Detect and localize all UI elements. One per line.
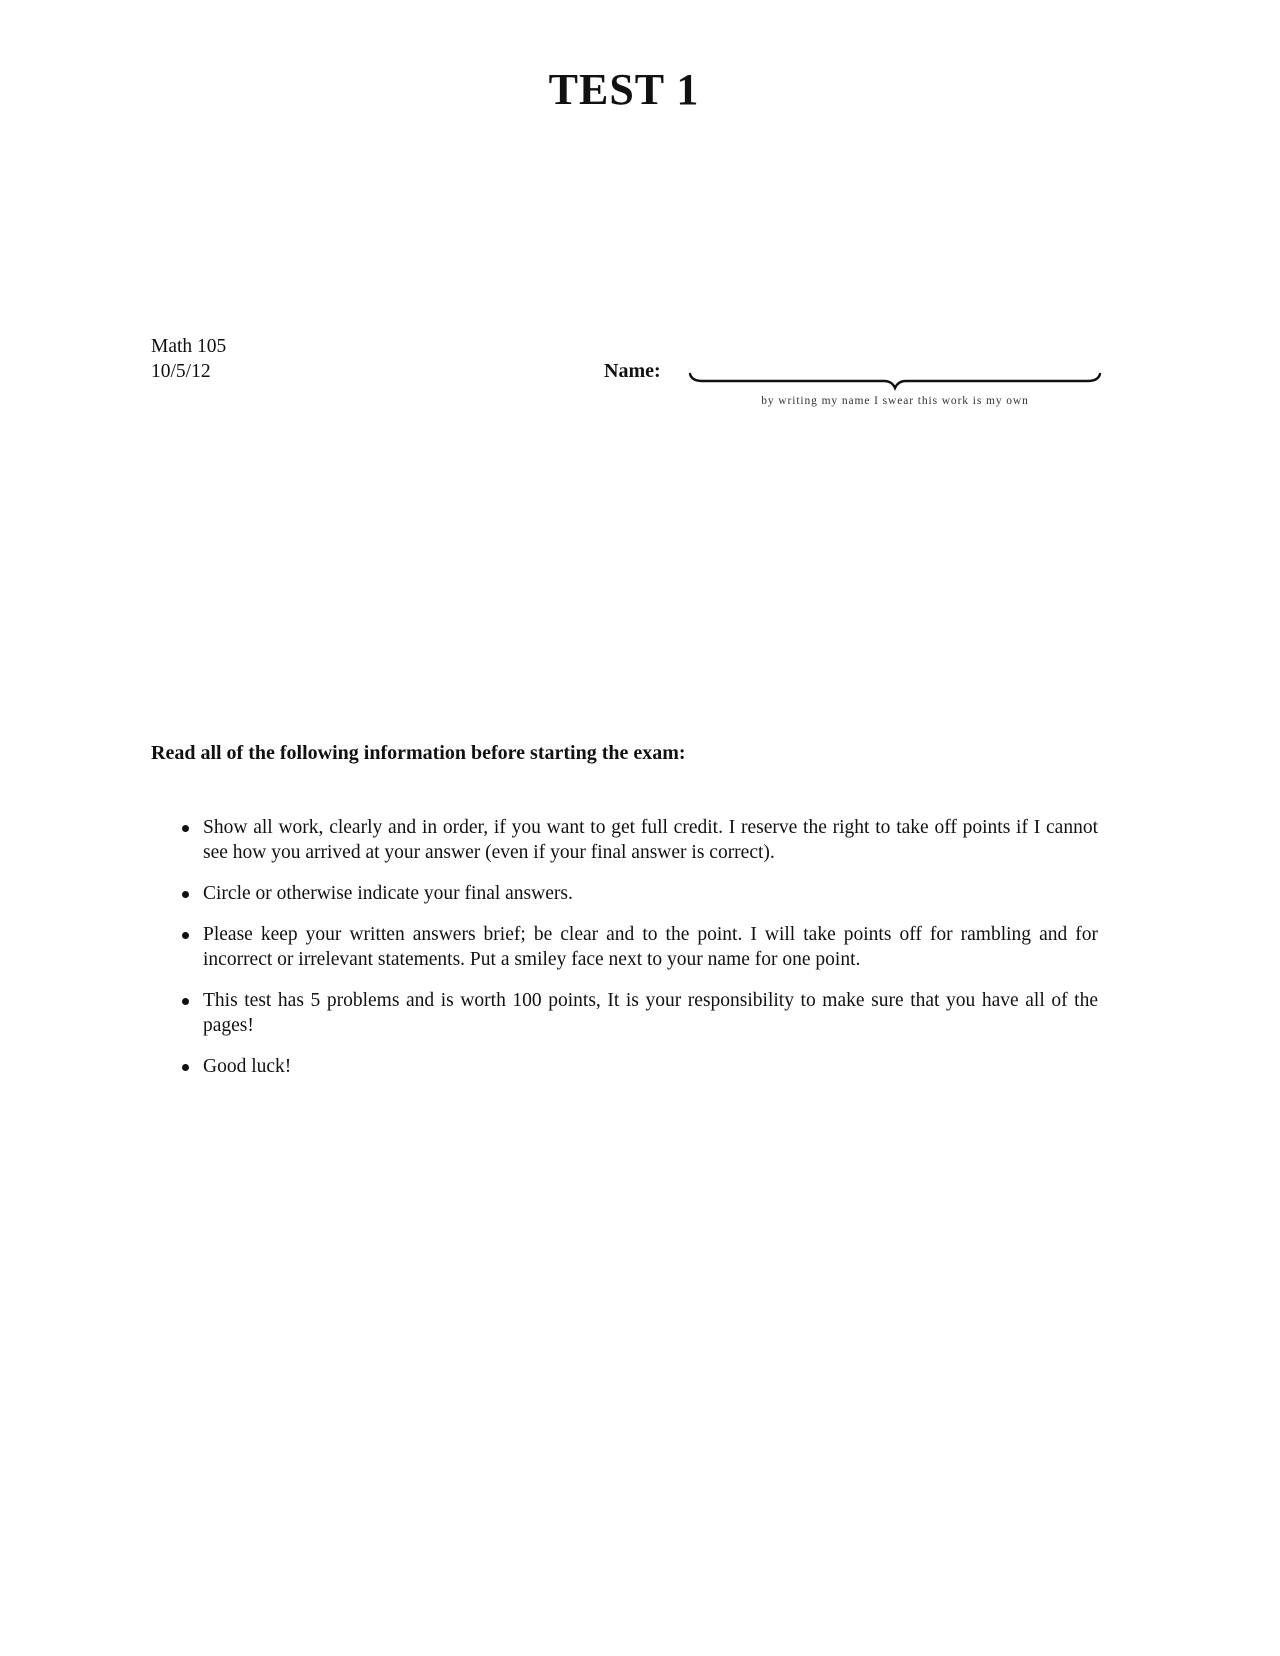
instruction-item xyxy=(151,922,1098,972)
bullet-icon xyxy=(182,1064,189,1071)
instructions-heading: Read all of the following information before starting the exam: xyxy=(151,742,686,764)
instruction-item xyxy=(151,815,1098,865)
instruction-item xyxy=(151,1054,1098,1079)
underbrace-name-line[interactable] xyxy=(688,372,1102,394)
instruction-item xyxy=(151,988,1098,1038)
course-name: Math 105 xyxy=(151,336,227,357)
name-label: Name: xyxy=(604,360,661,382)
bullet-icon xyxy=(182,932,189,939)
instruction-item xyxy=(151,881,1098,906)
instruction-text: Good luck! xyxy=(203,1056,292,1077)
instruction-text: Show all work, clearly and in order, if you want to get full credit. I reserve the right to take off points if I cannot see how you arrived at your answer (even if your final answer is correct). xyxy=(203,817,1098,863)
exam-date: 10/5/12 xyxy=(151,361,211,382)
instructions-list xyxy=(151,815,1098,1095)
name-oath-caption: by writing my name I swear this work is my own xyxy=(761,395,1029,407)
instruction-text: This test has 5 problems and is worth 100 points, It is your responsibility to make sure that you have all of the pages! xyxy=(203,990,1098,1036)
page-title: TEST 1 xyxy=(548,65,700,114)
bullet-icon xyxy=(182,891,189,898)
instruction-text: Please keep your written answers brief; be clear and to the point. I will take points off for rambling and for incorrect or irrelevant statements. Put a smiley face next to your name for one point. xyxy=(203,924,1098,970)
bullet-icon xyxy=(182,998,189,1005)
instruction-text: Circle or otherwise indicate your final answers. xyxy=(203,883,573,904)
bullet-icon xyxy=(182,825,189,832)
course-info xyxy=(151,334,226,384)
